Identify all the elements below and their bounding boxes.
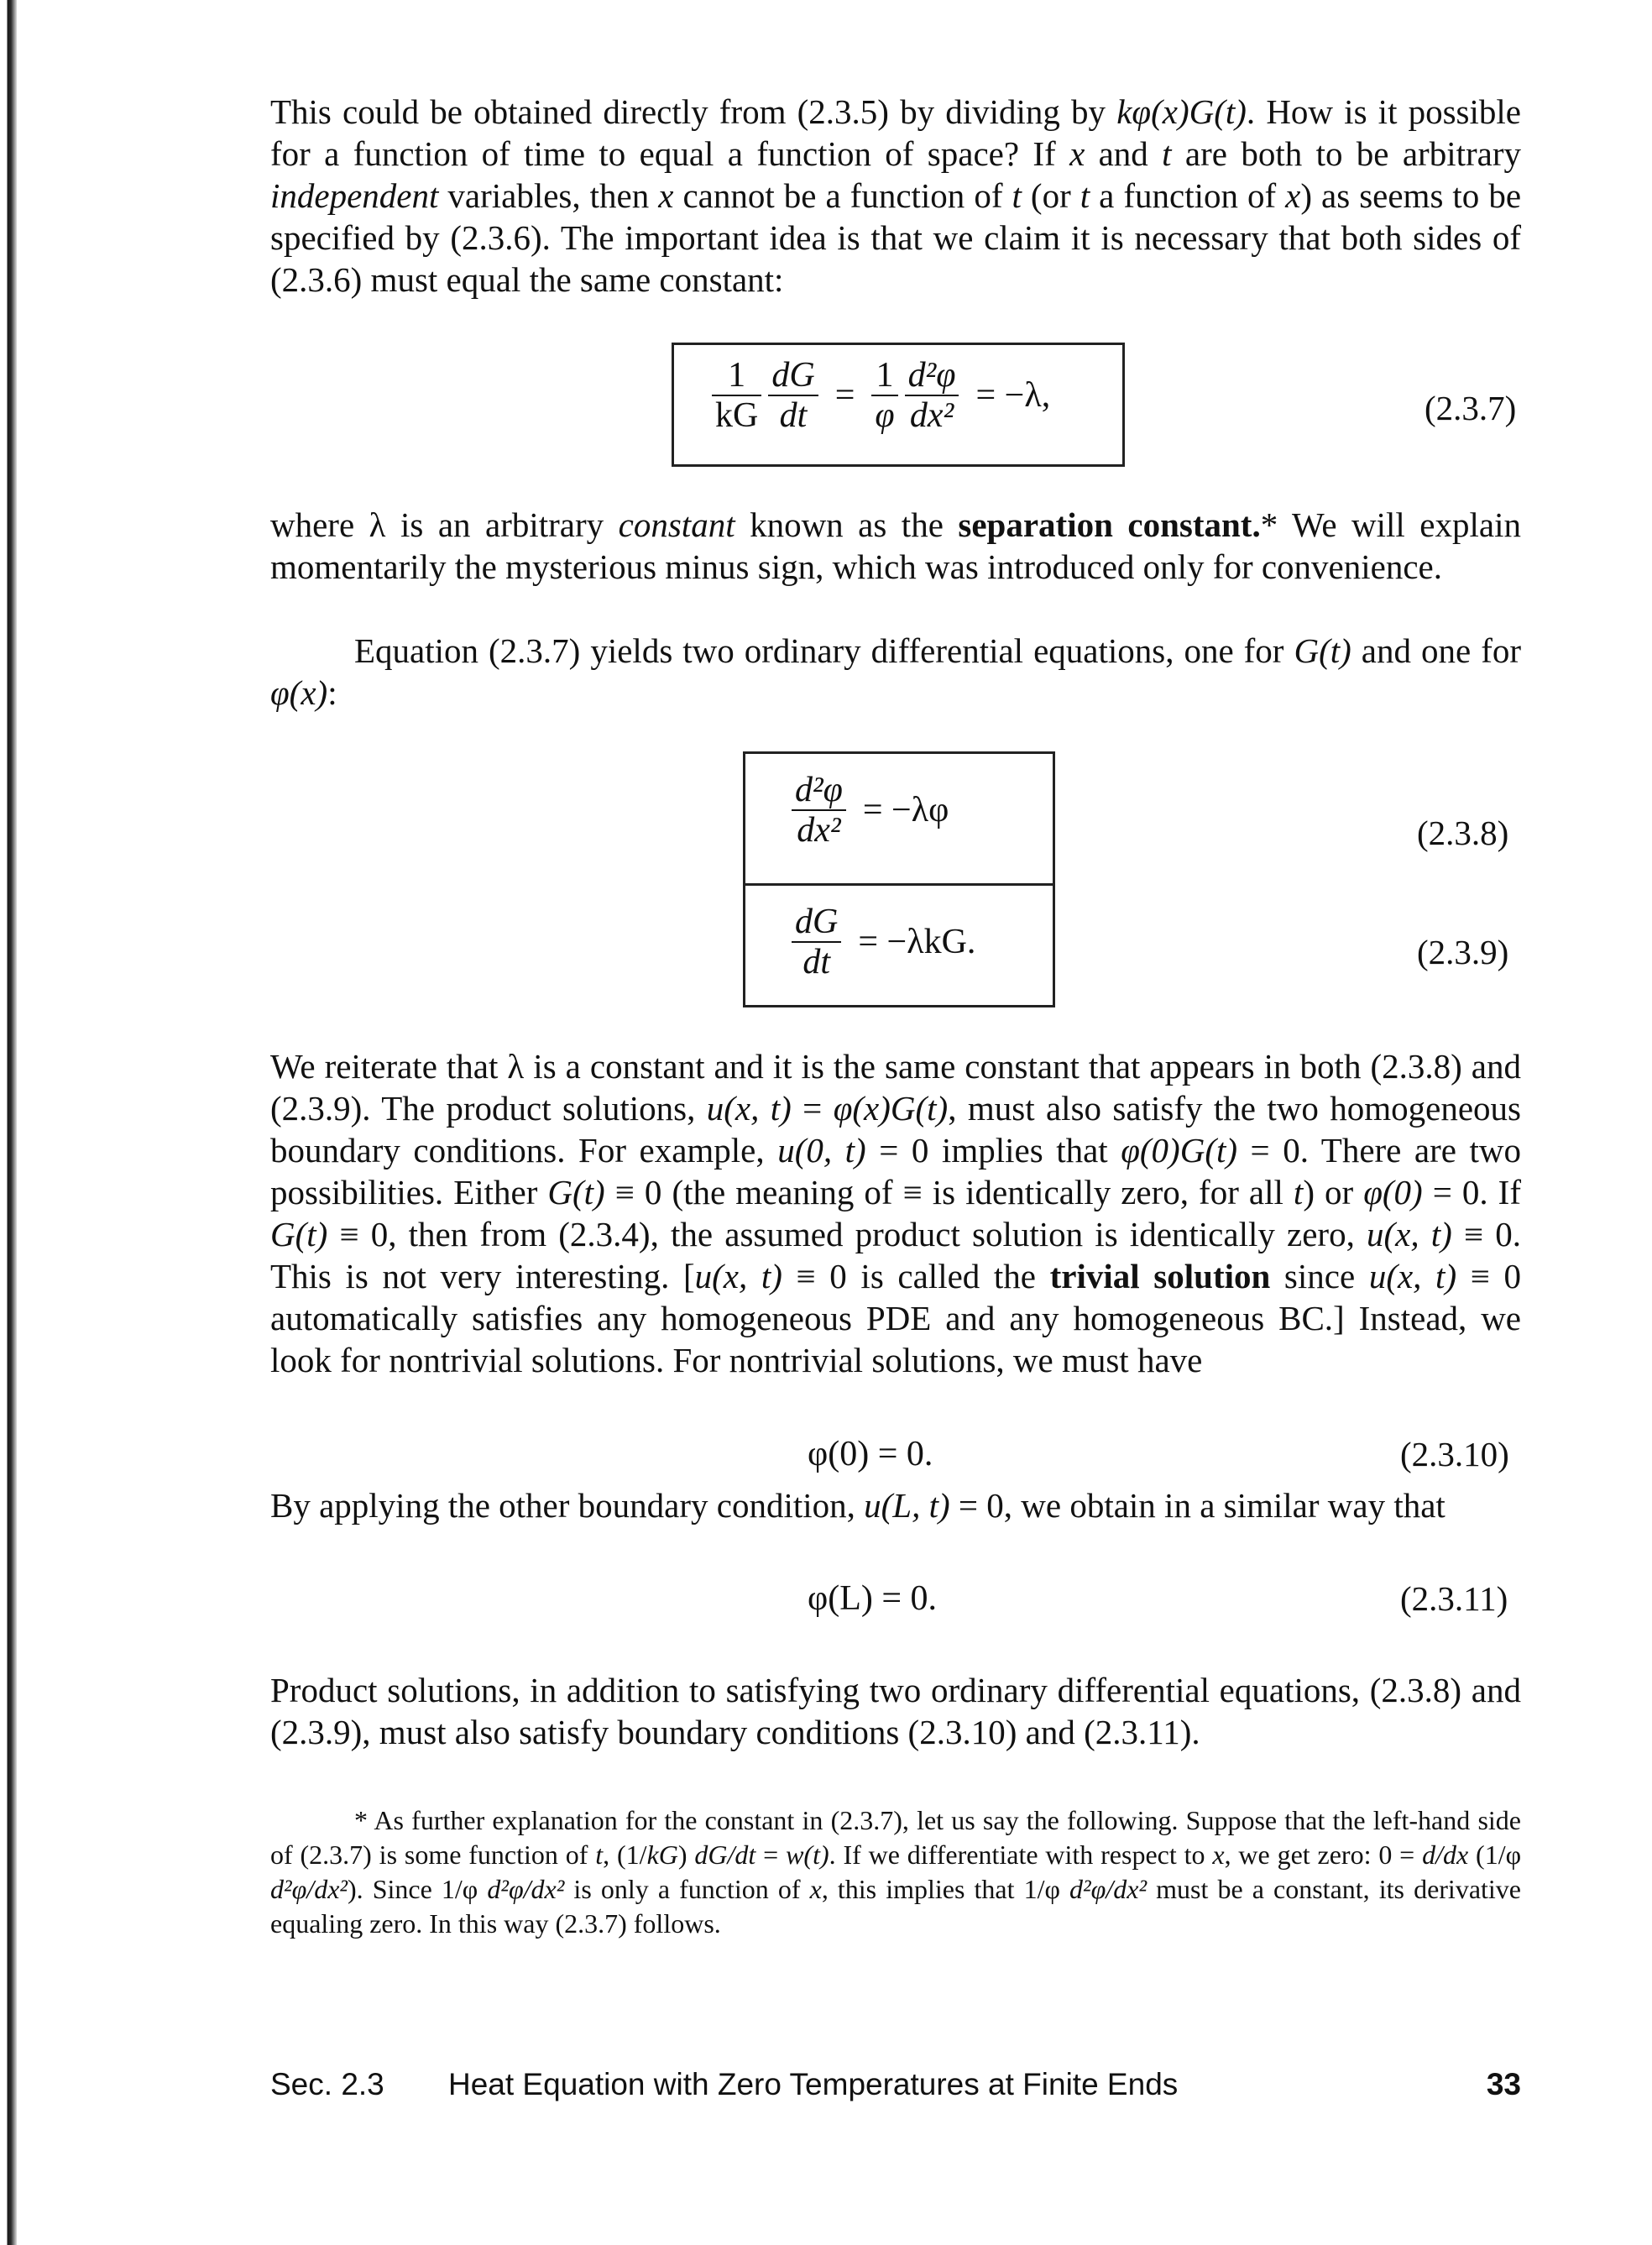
p4-math: φ(x)G(t) xyxy=(833,1089,949,1128)
footnote-math: x xyxy=(809,1874,822,1904)
fraction xyxy=(792,771,846,850)
page-number: 33 xyxy=(1486,2067,1521,2101)
numerator: 1 xyxy=(712,356,761,396)
p4-math: G(t) xyxy=(270,1215,328,1253)
fraction xyxy=(871,356,897,435)
p4-math: u(0, t) xyxy=(777,1131,866,1170)
equation-rhs: = −λkG. xyxy=(858,923,976,961)
equation-box-divider xyxy=(743,883,1055,886)
p1-math: x xyxy=(1285,176,1301,215)
denominator: dx² xyxy=(797,811,841,850)
paragraph-3 xyxy=(270,630,1521,714)
p4-text: = xyxy=(791,1089,834,1128)
footnote-text: is only a function of xyxy=(564,1874,810,1904)
footnote-text: = xyxy=(755,1839,787,1870)
p4-bold-term: trivial solution xyxy=(1049,1257,1271,1295)
p4-text: ≡ 0. This is not very interesting. [ xyxy=(270,1215,1521,1295)
p1-text: ) as seems to be specified by (2.3.6). The important idea is that we claim it is necessary that both sides of (2.3.6) must equal the same constant: xyxy=(270,176,1522,299)
p1-math: x xyxy=(658,176,674,215)
denominator: φ xyxy=(875,396,895,435)
footnote-text: * As further explanation for the constant in (2.3.7), let us say the following. Suppose that the left-hand side of (2.3.7) is some function of xyxy=(270,1805,1521,1870)
binding-shadow xyxy=(0,0,17,2245)
equation-rhs: = −λφ xyxy=(862,791,949,829)
p4-text: = 0. There are two possibilities. Either xyxy=(270,1131,1521,1211)
p4-text: We reiterate that λ is a constant and it is the same constant that appears in both (2.3.8) and (2.3.9). The product solutions, xyxy=(270,1047,1521,1128)
footnote-math: w(t) xyxy=(786,1839,829,1870)
footnote-text: , (1/ xyxy=(603,1839,647,1870)
p2-bold-term: separation constant. xyxy=(958,505,1261,544)
p1-math: x xyxy=(1069,134,1085,173)
p2-emphasis: constant xyxy=(618,505,735,544)
p1-text: are both to be arbitrary xyxy=(1171,134,1521,173)
equation-2-3-10: φ(0) = 0. xyxy=(808,1435,933,1473)
denominator: kG xyxy=(715,396,759,435)
p5-math: u(L, t) xyxy=(864,1486,950,1525)
equation-2-3-9 xyxy=(785,903,985,981)
p4-text: = 0. If xyxy=(1422,1173,1521,1211)
footnote-text: (1/φ xyxy=(1468,1839,1522,1870)
equation-2-3-8 xyxy=(785,771,959,850)
p4-math: u(x, t) xyxy=(706,1089,792,1128)
p1-text: . How is it possible for a function of time to equal a function of space? If xyxy=(270,92,1521,173)
footnote-text: ). Since 1/φ xyxy=(347,1874,488,1904)
p1-text: a function of xyxy=(1090,176,1286,215)
p4-math: G(t) xyxy=(547,1173,605,1211)
p1-emphasis: independent xyxy=(270,176,439,215)
p3-math: G(t) xyxy=(1294,631,1351,670)
denominator: dx² xyxy=(909,396,954,435)
denominator: dt xyxy=(779,396,808,435)
footnote-text: must be a constant, its derivative equaling zero. In this way (2.3.7) follows. xyxy=(270,1874,1522,1939)
p4-math: u(x, t) xyxy=(1368,1257,1457,1295)
p2-text: * We will explain momentarily the mysterious minus sign, which was introduced only for convenience. xyxy=(270,505,1521,586)
p5-text: = 0, we obtain in a similar way that xyxy=(949,1486,1446,1525)
footnote-math: d²φ/dx² xyxy=(270,1874,348,1904)
fraction xyxy=(792,903,841,981)
footnote-text: , this implies that 1/φ xyxy=(821,1874,1070,1904)
p4-text: ) or xyxy=(1303,1173,1364,1211)
numerator: dG xyxy=(768,356,818,396)
p1-math: t xyxy=(1080,176,1090,215)
p1-math: t xyxy=(1012,176,1022,215)
numerator: d²φ xyxy=(792,771,846,811)
footnote xyxy=(270,1803,1521,1941)
p1-math: kφ(x)G(t) xyxy=(1116,92,1247,131)
numerator: dG xyxy=(792,903,841,943)
p4-math: t xyxy=(1293,1173,1304,1211)
p4-math: u(x, t) xyxy=(694,1257,782,1295)
equation-number: (2.3.9) xyxy=(1417,933,1509,971)
equation-number: (2.3.8) xyxy=(1417,814,1509,852)
p3-text: Equation (2.3.7) yields two ordinary differential equations, one for xyxy=(354,631,1294,670)
footnote-text: . If we differentiate with respect to xyxy=(829,1839,1213,1870)
p4-math: φ(0)G(t) xyxy=(1121,1131,1238,1170)
p6-text: Product solutions, in addition to satisfying two ordinary differential equations, (2.3.8) and (2.3.9), must also satisfy boundary conditions (2.3.10) and (2.3.11). xyxy=(270,1671,1521,1751)
footnote-math: t xyxy=(595,1839,604,1870)
p4-text: ≡ 0 (the meaning of ≡ is identically zero, for all xyxy=(604,1173,1294,1211)
footer-section: Sec. 2.3 xyxy=(270,2067,384,2101)
p1-text: (or xyxy=(1021,176,1080,215)
p4-text: since xyxy=(1270,1257,1369,1295)
equals-sign: = xyxy=(834,376,855,415)
page-footer xyxy=(270,2067,1521,2114)
footnote-math: d²φ/dx² xyxy=(487,1874,565,1904)
p4-math: φ(0) xyxy=(1363,1173,1423,1211)
p1-text: This could be obtained directly from (2.3.5) by dividing by xyxy=(270,92,1117,131)
footnote-math: x xyxy=(1212,1839,1225,1870)
equation-number: (2.3.7) xyxy=(1425,389,1517,427)
footnote-math: dG/dt xyxy=(694,1839,756,1870)
p4-text: , must also satisfy the two homogeneous boundary conditions. For example, xyxy=(270,1089,1521,1170)
p4-text: ≡ 0, then from (2.3.4), the assumed product solution is identically zero, xyxy=(327,1215,1367,1253)
p4-text: ≡ 0 is called the xyxy=(782,1257,1050,1295)
denominator: dt xyxy=(802,943,830,981)
p3-math: φ(x) xyxy=(270,673,328,712)
p3-text: : xyxy=(327,673,337,712)
fraction xyxy=(905,356,959,435)
footer-title: Heat Equation with Zero Temperatures at Finite Ends xyxy=(448,2067,1179,2101)
fraction xyxy=(768,356,818,435)
footnote-text: , we get zero: 0 = xyxy=(1224,1839,1423,1870)
numerator: 1 xyxy=(871,356,897,396)
paragraph-4 xyxy=(270,1045,1521,1381)
p2-text: where λ is an arbitrary xyxy=(270,505,619,544)
paragraph-6 xyxy=(270,1669,1521,1753)
numerator: d²φ xyxy=(905,356,959,396)
p3-text: and one for xyxy=(1351,631,1521,670)
equation-number: (2.3.10) xyxy=(1400,1435,1509,1473)
paragraph-1 xyxy=(270,91,1521,301)
footnote-math: d/dx xyxy=(1422,1839,1469,1870)
p1-text: variables, then xyxy=(438,176,659,215)
footnote-text: ) xyxy=(677,1839,695,1870)
p1-math: t xyxy=(1162,134,1172,173)
p1-text: cannot be a function of xyxy=(673,176,1012,215)
p1-text: and xyxy=(1085,134,1163,173)
equation-rhs: = −λ, xyxy=(975,376,1051,415)
p2-text: known as the xyxy=(735,505,959,544)
footnote-math: kG xyxy=(646,1839,678,1870)
footnote-math: d²φ/dx² xyxy=(1069,1874,1148,1904)
paragraph-2 xyxy=(270,504,1521,588)
p4-text: = 0 implies that xyxy=(865,1131,1121,1170)
equation-2-3-11: φ(L) = 0. xyxy=(808,1579,938,1618)
paragraph-5 xyxy=(270,1484,1521,1526)
p4-text: ≡ 0 automatically satisfies any homogeneous PDE and any homogeneous BC.] Instead, we look for nontrivial solutions. For nontrivial solutions, we must have xyxy=(270,1257,1521,1379)
p5-text: By applying the other boundary condition, xyxy=(270,1486,865,1525)
equation-number: (2.3.11) xyxy=(1400,1579,1508,1618)
equation-2-3-7 xyxy=(705,356,1060,435)
p4-math: u(x, t) xyxy=(1366,1215,1452,1253)
fraction xyxy=(712,356,761,435)
